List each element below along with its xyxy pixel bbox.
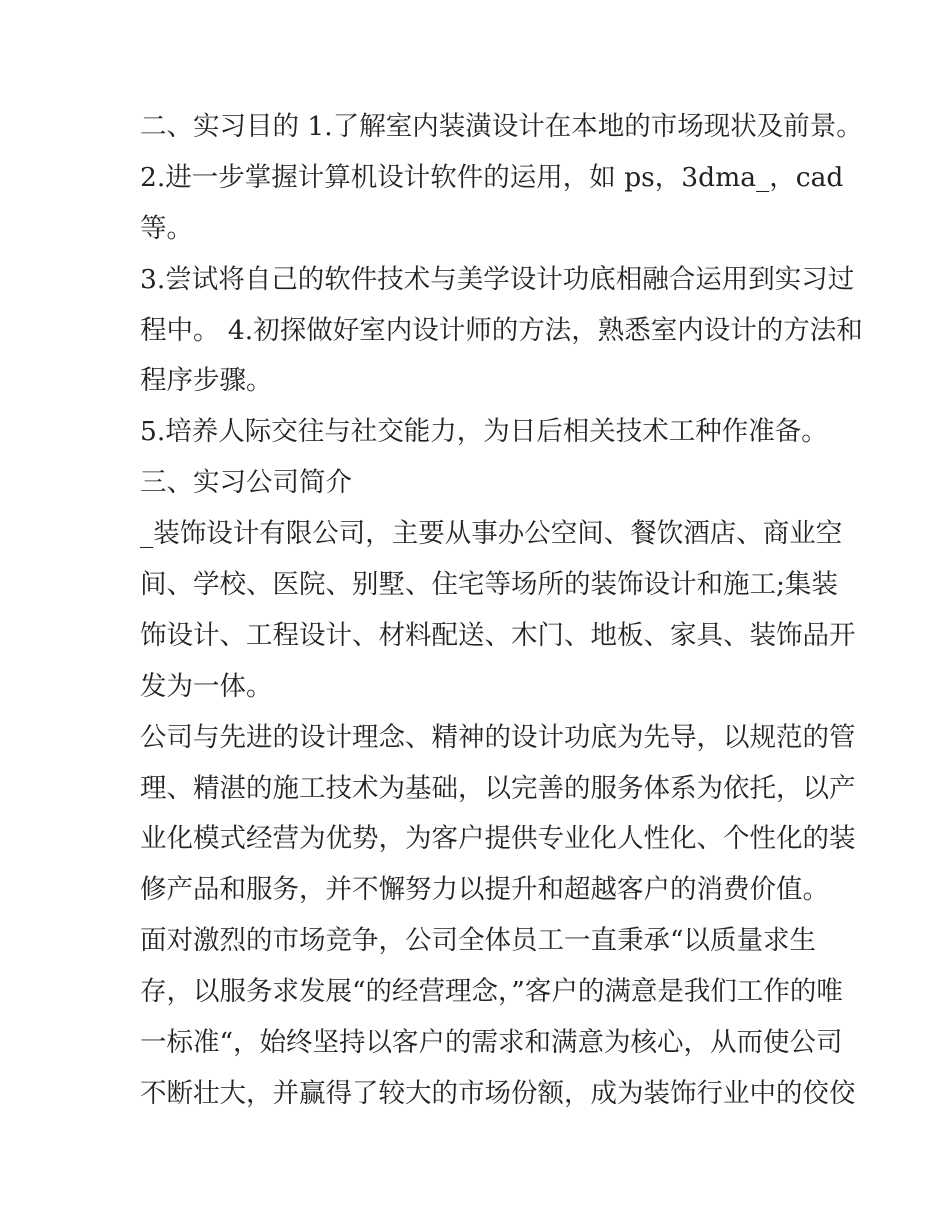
text-line: 二、实习目的 1.了解室内装潢设计在本地的市场现状及前景。 (140, 111, 863, 142)
text-line: 理、精湛的施工技术为基础，以完善的服务体系为依托，以产 (140, 772, 856, 804)
text-line: _装饰设计有限公司，主要从事办公空间、餐饮酒店、商业空 (140, 518, 843, 550)
text-line: 不断壮大，并赢得了较大的市场份额，成为装饰行业中的佼佼 (140, 1077, 856, 1109)
text-line: 等。 (140, 212, 193, 244)
text-line: 面对激烈的市场竞争，公司全体员工一直秉承“以质量求生 (140, 925, 817, 957)
text-line: 修产品和服务，并不懈努力以提升和超越客户的消费价值。 (140, 874, 829, 906)
text-line: 2.进一步掌握计算机设计软件的运用，如 ps，3dma_，cad (140, 161, 844, 193)
section-heading: 三、实习公司简介 (140, 467, 352, 499)
text-line: 程序步骤。 (140, 365, 273, 397)
text-line: 程中。 4.初探做好室内设计师的方法，熟悉室内设计的方法和 (140, 314, 863, 346)
text-line: 存，以服务求发展“的经营理念，”客户的满意是我们工作的唯 (140, 976, 843, 1008)
text-line: 业化模式经营为优势，为客户提供专业化人性化、个性化的装 (140, 823, 856, 855)
text-line: 间、学校、医院、别墅、住宅等场所的装饰设计和施工;集装 (140, 569, 838, 601)
text-line: 饰设计、工程设计、材料配送、木门、地板、家具、装饰品开 (140, 619, 856, 651)
text-line: 3.尝试将自己的软件技术与美学设计功底相融合运用到实习过 (140, 263, 855, 295)
text-line: 公司与先进的设计理念、精神的设计功底为先导，以规范的管 (140, 721, 856, 753)
document-body (140, 102, 863, 1120)
text-line: 一标准“，始终坚持以客户的需求和满意为核心，从而使公司 (140, 1027, 843, 1059)
text-line: 发为一体。 (140, 670, 273, 702)
text-line: 5.培养人际交往与社交能力，为日后相关技术工种作准备。 (140, 416, 828, 448)
